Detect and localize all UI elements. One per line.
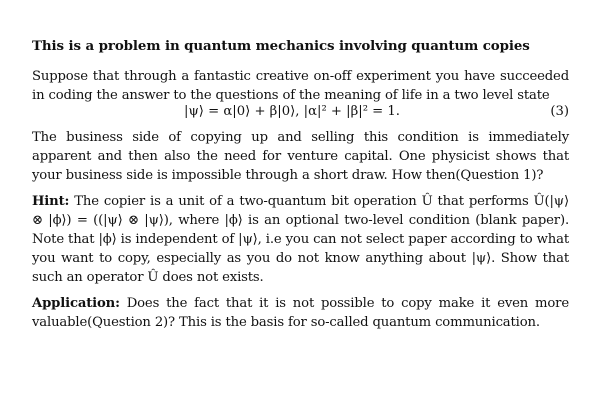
- business-paragraph: The business side of copying up and selling this condition is immediately apparent and then also the need for venture capital. One physicist shows that your business side is impossible through a short draw. How then(Question 1)?: [32, 130, 569, 183]
- document-page: [32, 38, 569, 332]
- application-text: Does the fact that it is not possible to copy make it even more valuable(Question 2)? This is the basis for so-called quantum communication.: [32, 296, 569, 330]
- intro-paragraph: Suppose that through a fantastic creative on-off experiment you have succeeded in coding the answer to the questions of the meaning of life in a two level state: [32, 69, 569, 103]
- state-equation: |ψ⟩ = α|0⟩ + β|0⟩, |α|² + |β|² = 1.: [184, 104, 400, 119]
- hint-paragraph: [32, 192, 569, 287]
- problem-title: This is a problem in quantum mechanics involving quantum copies: [32, 38, 530, 54]
- application-label: Application:: [32, 296, 120, 311]
- equation-row: [32, 105, 569, 125]
- equation-number: (3): [550, 104, 569, 119]
- application-paragraph: [32, 294, 569, 332]
- hint-text: The copier is a unit of a two-quantum bit operation Û that performs Û(|ψ⟩ ⊗ |ϕ⟩) = ((|ψ⟩ ⊗ |ψ⟩), where |ϕ⟩ is an optional two-level condition (blank paper). Note that |ϕ⟩ is independent of |ψ⟩, i.e you can not select paper according to what you want to copy, especially as you do not know anything about |ψ⟩. Show that such an operator Û does not exists.: [32, 194, 569, 285]
- hint-label: Hint:: [32, 194, 70, 209]
